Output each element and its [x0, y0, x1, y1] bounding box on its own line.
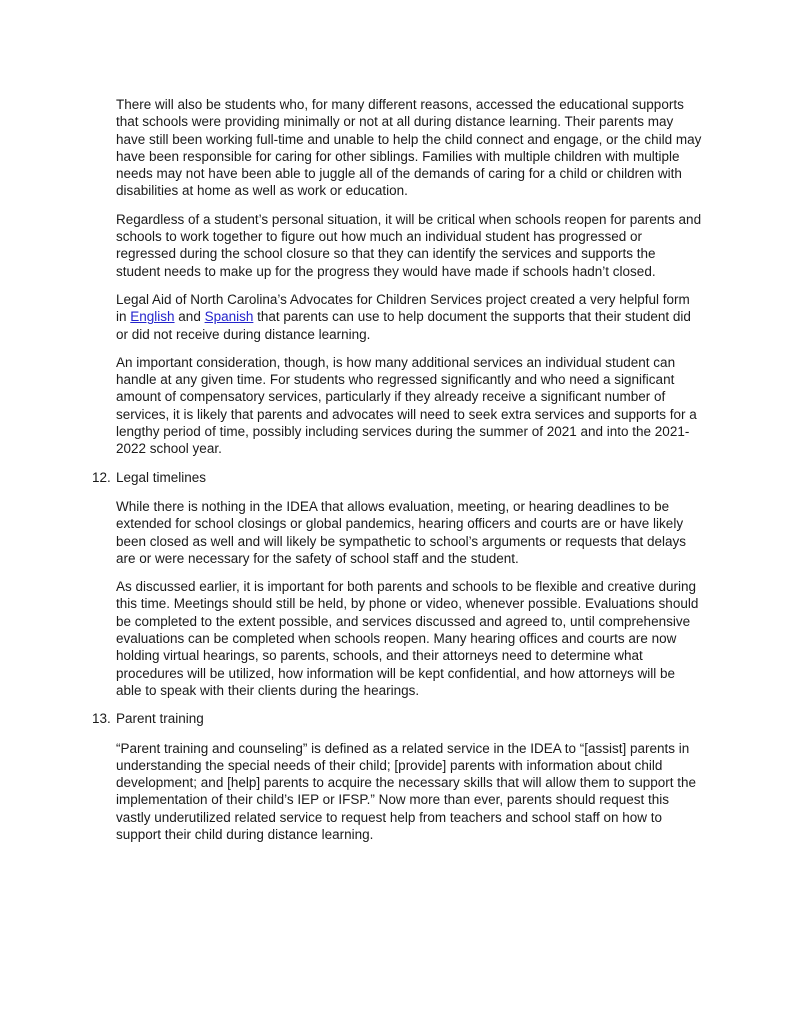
list-item-title: Legal timelines — [116, 469, 207, 485]
legal-aid-text-between: and — [174, 309, 205, 325]
legal-aid-text-before: Legal Aid of North Carolina’s Advocates for Children Services project created a very helpful form in — [116, 291, 690, 325]
body-paragraph: There will also be students who, for many different reasons, accessed the educational supports that schools were providing minimally or not at all during distance learning. Their parents may have still been working full-time and unable to help the child connect and engage, or the child may have been responsible for caring for other siblings. Families with multiple children with multiple needs may not have been able to juggle all of the demands of caring for a child or children with disabilities at home as well as work or education. — [116, 97, 702, 199]
body-paragraph: As discussed earlier, it is important for both parents and schools to be flexible and creative during this time. Meetings should still be held, by phone or video, whenever possible. Evaluations should be completed to the extent possible, and services discussed and agreed to, until comprehensive evaluations can be completed when schools reopen. Many hearing offices and courts are now holding virtual hearings, so parents, schools, and their attorneys need to determine what procedures will be utilized, how information will be kept confidential, and how attorneys will be able to speak with their clients during the hearings. — [116, 579, 699, 698]
body-paragraph: Regardless of a student’s personal situation, it will be critical when schools reopen for parents and schools to work together to figure out how much an individual student has progressed or regressed during the school closure so that they can identify the services and supports the student needs to make up for the progress they would have made if schools hadn’t closed. — [116, 211, 702, 279]
legal-aid-text-after: that parents can use to help document the supports that their student did or did not receive during distance learning. — [116, 309, 691, 342]
list-item-number: 12. — [92, 469, 111, 485]
legal-aid-paragraph — [116, 291, 702, 343]
spanish-form-link[interactable]: Spanish — [204, 309, 254, 325]
list-item-parent-training — [92, 710, 701, 727]
document-content — [92, 96, 701, 843]
body-paragraph: An important consideration, though, is how many additional services an individual student can handle at any given time. For students who regressed significantly and who need a significant amount of compensatory services, particularly if they already receive a significant number of services, it is likely that parents and advocates will need to seek extra services and supports for a lengthy period of time, possibly including services during the summer of 2021 and into the 2021-2022 school year. — [116, 354, 697, 457]
body-paragraph: While there is nothing in the IDEA that allows evaluation, meeting, or hearing deadlines to be extended for school closings or global pandemics, hearing officers and courts are or have likely been closed as well and will likely be sympathetic to school’s arguments or requests that delays are or were necessary for the safety of school staff and the student. — [116, 498, 687, 566]
body-paragraph: “Parent training and counseling” is defined as a related service in the IDEA to “[assist] parents in understanding the special needs of their child; [provide] parents with information about child development; and [help] parents to acquire the necessary skills that will allow them to support the implementation of their child’s IEP or IFSP.” Now more than ever, parents should request this vastly underutilized related service to request help from teachers and school staff on how to support their child during distance learning. — [116, 740, 697, 842]
list-item-legal-timelines — [92, 469, 701, 486]
english-form-link[interactable]: English — [130, 309, 175, 325]
list-item-number: 13. — [92, 711, 111, 727]
list-item-title: Parent training — [116, 711, 204, 727]
